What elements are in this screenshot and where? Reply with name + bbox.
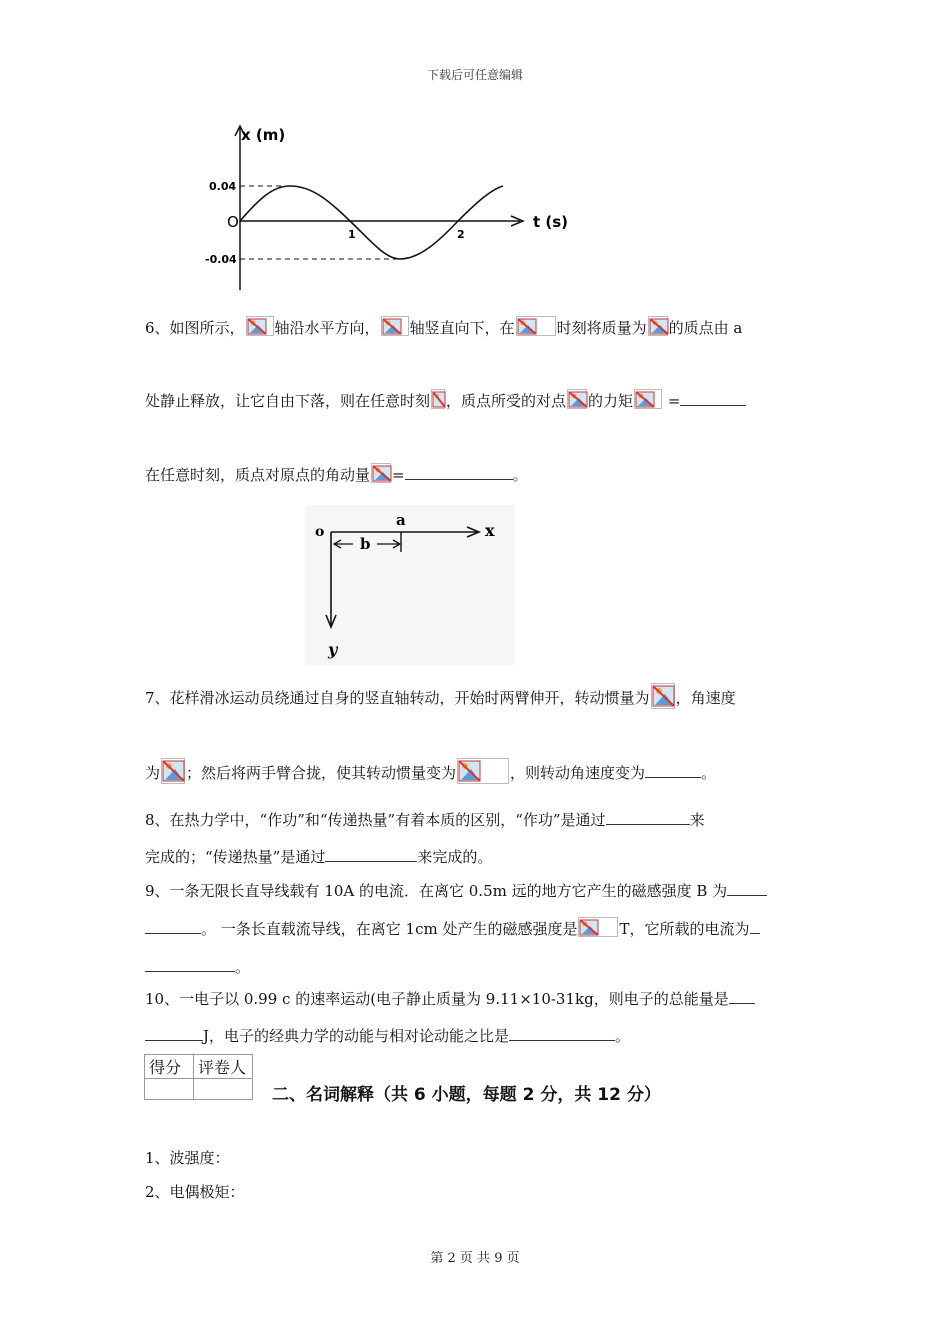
origin-label: O (227, 213, 239, 231)
image-placeholder-icon (651, 683, 675, 709)
answer-blank[interactable] (325, 845, 417, 862)
answer-blank[interactable] (509, 1024, 615, 1041)
section-title: 二、名词解释（共 6 小题，每题 2 分，共 12 分） (272, 1085, 661, 1105)
page-header: 下载后可任意编辑 (426, 68, 523, 82)
answer-blank[interactable] (145, 1024, 203, 1041)
image-placeholder-icon (567, 389, 587, 409)
y-axis-label: x (m) (241, 126, 286, 144)
q10-line2: J，电子的经典力学的动能与相对论动能之比是 。 (145, 1024, 810, 1047)
q10-line1: 10、一电子以 0.99 c 的速率运动(电子静止质量为 9.11×10-31kg，则电子的总能量是 (145, 987, 810, 1010)
image-placeholder-icon (516, 316, 556, 336)
image-placeholder-icon (371, 463, 391, 483)
answer-blank[interactable] (729, 987, 755, 1004)
score-table (144, 1054, 253, 1100)
answer-blank[interactable] (145, 917, 201, 934)
a-label: a (396, 511, 406, 529)
image-placeholder-icon (648, 316, 668, 336)
image-placeholder-icon (161, 758, 185, 784)
image-placeholder-icon (246, 316, 274, 336)
image-placeholder-icon (457, 758, 509, 784)
q9-line2: 。 一条长直载流导线，在离它 1cm 处产生的磁感强度是 T，它所载的电流为 (145, 917, 810, 940)
answer-blank[interactable] (145, 955, 235, 972)
y-tick-neg: -0.04 (205, 253, 237, 266)
page-number: 第 2 页 共 9 页 (430, 1251, 520, 1266)
q8-line2: 完成的；“传递热量”是通过 来完成的。 (145, 845, 810, 868)
y-label: y (328, 640, 338, 659)
image-placeholder-icon (381, 316, 409, 336)
displacement-curve (240, 186, 503, 259)
answer-blank[interactable] (727, 879, 767, 896)
b-label: b (360, 535, 371, 553)
answer-blank[interactable] (680, 389, 746, 406)
answer-blank[interactable] (606, 808, 690, 825)
grader-header: 评卷人 (194, 1055, 253, 1079)
q6-line1: 6、如图所示， 轴沿水平方向， 轴竖直向下，在 时刻将质量为 的质点由 a (145, 316, 810, 339)
origin-label: o (315, 524, 325, 540)
answer-blank[interactable] (645, 761, 701, 778)
image-placeholder-icon (431, 389, 445, 409)
q6-line2: 处静止释放，让它自由下落，则在任意时刻 ，质点所受的对点 的力矩 = (145, 389, 810, 412)
q7-line1: 7、花样滑冰运动员绕通过自身的竖直轴转动，开始时两臂伸开，转动惯量为 ，角速度 (145, 683, 810, 709)
score-header: 得分 (145, 1055, 194, 1079)
q9-line3: 。 (145, 955, 810, 978)
oscillation-graph (195, 120, 595, 295)
image-placeholder-icon (578, 917, 618, 937)
grader-cell[interactable] (194, 1079, 253, 1100)
image-placeholder-icon (634, 389, 662, 409)
q7-line2: 为 ；然后将两手臂合拢，使其转动惯量变为 ，则转动角速度变为 。 (145, 758, 810, 784)
coordinate-diagram (305, 505, 515, 665)
q9-line1: 9、一条无限长直导线载有 10A 的电流．在离它 0.5m 远的地方它产生的磁感强度 B 为 (145, 879, 810, 902)
q8-line1: 8、在热力学中，“作功”和“传递热量”有着本质的区别，“作功”是通过 来 (145, 808, 810, 831)
term-2: 2、电偶极矩： (145, 1183, 245, 1201)
answer-blank[interactable] (750, 917, 760, 934)
term-1: 1、波强度： (145, 1149, 230, 1167)
t-axis-label: t (s) (533, 213, 569, 231)
x-tick-2: 2 (457, 228, 465, 241)
y-tick-pos: 0.04 (209, 180, 237, 193)
x-tick-1: 1 (348, 228, 356, 241)
x-label: x (485, 521, 495, 540)
score-cell[interactable] (145, 1079, 194, 1100)
q6-line3: 在任意时刻，质点对原点的角动量 = 。 (145, 463, 810, 486)
answer-blank[interactable] (405, 463, 513, 480)
